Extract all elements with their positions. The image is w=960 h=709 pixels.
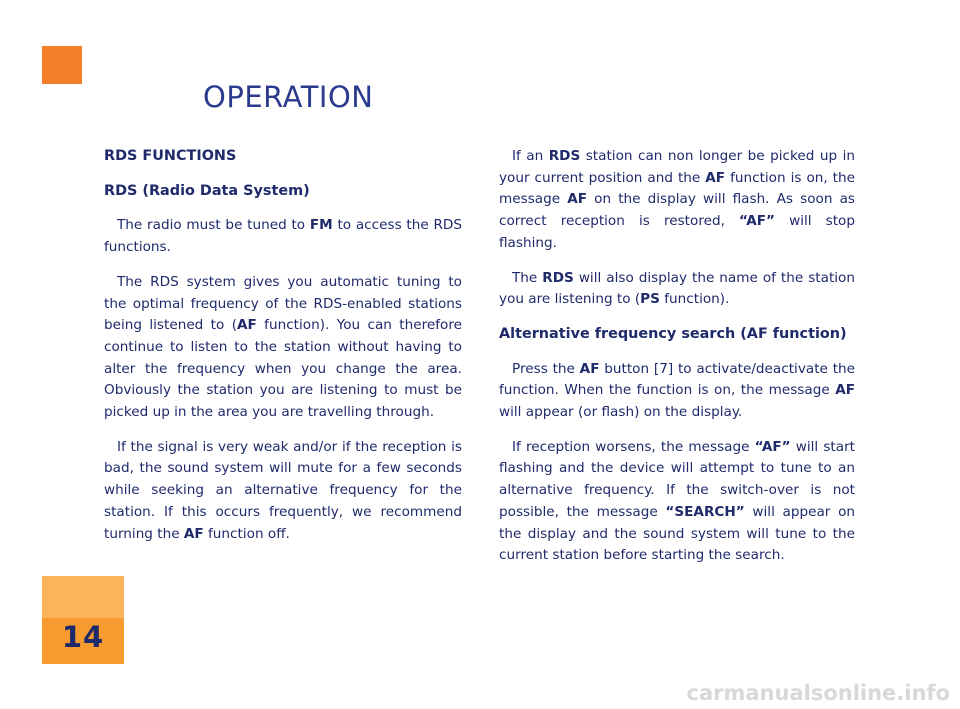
keyword: AF xyxy=(183,525,204,542)
text-run: function). You can therefore continue to listen to the station without having to alter the frequency when you change the area. Obviously the station you are listening to must be picked up in the area you are travelling through. xyxy=(104,317,462,421)
keyword: AF xyxy=(567,191,588,208)
keyword: PS xyxy=(640,291,660,308)
keyword: “AF” xyxy=(739,213,775,230)
text-run: to access the RDS functions. xyxy=(104,217,462,256)
text-run: Press the xyxy=(512,360,580,377)
text-run: function is on, the message xyxy=(499,169,855,208)
text-run: on the display will flash. As soon as correct reception is restored, xyxy=(499,191,855,230)
watermark: carmanualsonline.info xyxy=(686,681,950,705)
heading-rds-radio-data-system: RDS (Radio Data System) xyxy=(104,182,310,199)
keyword: AF xyxy=(579,360,600,377)
text-run: function off. xyxy=(203,525,290,542)
text-run: The RDS system gives you automatic tuning to the optimal frequency of the RDS-enabled stations being listened to ( xyxy=(104,273,462,334)
paragraph xyxy=(499,268,855,311)
text-run: will stop flashing. xyxy=(499,213,855,251)
text-run: will also display the name of the station you are listening to ( xyxy=(499,269,855,308)
paragraph xyxy=(499,437,855,567)
text-run: will start flashing and the device will attempt to tune to an alternative frequency. If the switch-over is not possible, the message xyxy=(499,438,855,520)
text-run: will appear on the display and the sound system will tune to the current station before starting the search. xyxy=(499,503,856,564)
keyword: “AF” xyxy=(754,438,791,455)
text-run: will appear (or flash) on the display. xyxy=(499,404,743,421)
page-number: 14 xyxy=(61,620,105,654)
keyword: FM xyxy=(309,217,333,234)
keyword: AF xyxy=(705,169,726,186)
paragraph xyxy=(499,146,855,255)
page-title: OPERATION xyxy=(203,80,374,114)
paragraph xyxy=(104,272,462,424)
keyword: “SEARCH” xyxy=(665,503,745,520)
heading-af-function: Alternative frequency search (AF function) xyxy=(499,325,847,342)
keyword: AF xyxy=(835,382,855,399)
right-column xyxy=(499,146,855,580)
keyword: AF xyxy=(237,317,257,334)
paragraph xyxy=(499,359,855,424)
keyword: RDS xyxy=(542,269,574,286)
left-column xyxy=(104,146,462,558)
heading-rds-functions: RDS FUNCTIONS xyxy=(104,148,237,164)
corner-decoration xyxy=(42,46,82,84)
page-number-tab xyxy=(42,576,124,664)
text-run: station can non longer be picked up in your current position and the xyxy=(499,148,855,186)
keyword: RDS xyxy=(548,148,581,164)
text-run: If the signal is very weak and/or if the reception is bad, the sound system will mute for a few seconds while seeking an alternative frequency for the station. If this occurs frequently, we recommend turning the xyxy=(104,438,462,542)
text-run: The xyxy=(512,269,543,286)
text-run: If reception worsens, the message xyxy=(512,438,755,455)
text-run: The radio must be tuned to xyxy=(117,217,310,234)
text-run: function). xyxy=(659,291,730,308)
text-run: button [7] to activate/deactivate the function. When the function is on, the message xyxy=(499,360,856,399)
paragraph xyxy=(104,215,462,258)
text-run: If an xyxy=(512,148,549,164)
paragraph xyxy=(104,437,462,546)
